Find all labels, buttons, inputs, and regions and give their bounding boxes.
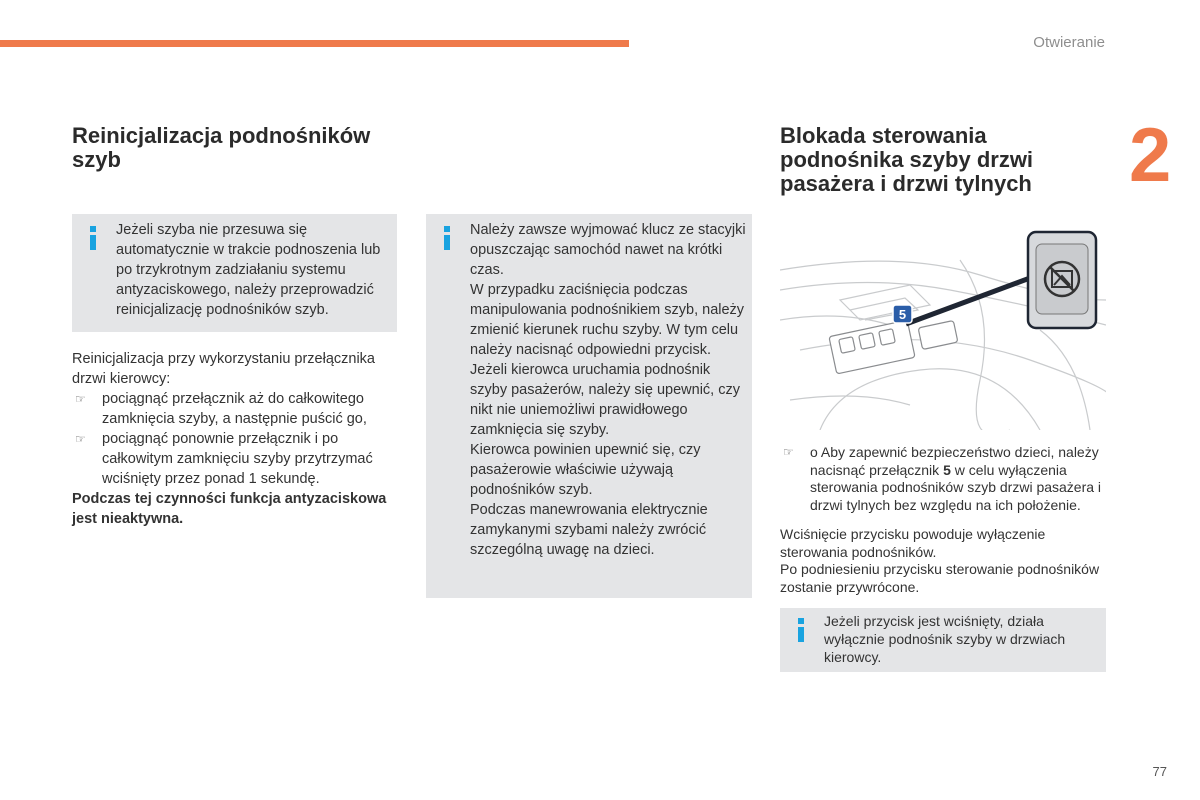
header-accent-bar <box>0 40 629 47</box>
info-line: Jeżeli kierowca uruchamia podnośnik szyby pasażerów, należy się upewnić, czy nikt nie uniemożliwi prawidłowego zamknięcia się szyby. <box>470 362 740 438</box>
page-number: 77 <box>1152 764 1167 779</box>
right-section-title: Blokada sterowania podnośnika szyby drzwi pasażera i drzwi tylnych <box>780 123 1034 196</box>
info-icon <box>442 226 452 250</box>
right-paragraph: Wciśnięcie przycisku powoduje wyłączenie sterowania podnośników. <box>780 526 1046 560</box>
pointing-hand-icon: ☞ <box>75 392 86 406</box>
right-paragraph: Po podniesieniu przycisku sterowanie podnośników zostanie przywrócone. <box>780 561 1100 595</box>
list-item-text: pociągnąć przełącznik aż do całkowitego zamknięcia szyby, a następnie puścić go, <box>102 391 367 427</box>
list-item-text: o Aby zapewnić bezpieczeństwo dzieci, należy nacisnąć przełącznik <box>810 444 1099 478</box>
info-line: W przypadku zaciśnięcia podczas manipulowania podnośnikiem szyb, należy zmienić kierunek ruchu szyby. W tym celu należy nacisnąć odpowiedni przycisk. <box>470 282 745 358</box>
info-line: Podczas manewrowania elektrycznie zamykanymi szybami należy zwrócić szczególną uwagę na dzieci. <box>470 502 708 558</box>
left-body <box>72 349 402 529</box>
left-intro: Reinicjalizacja przy wykorzystaniu przełącznika drzwi kierowcy: <box>72 351 375 387</box>
chapter-number: 2 <box>1129 113 1172 198</box>
list-item <box>780 444 1110 514</box>
pointing-hand-icon: ☞ <box>783 445 794 459</box>
info-line: Kierowca powinien upewnić się, czy pasażerowie właściwie używają podnośników szyb. <box>470 442 701 498</box>
list-item-text: w celu wyłączenia sterowania podnośników szyb drzwi pasażera i drzwi tylnych bez względu na ich położenie. <box>810 461 1102 513</box>
info-line: Należy zawsze wyjmować klucz ze stacyjki opuszczając samochód nawet na krótki czas. <box>470 222 746 278</box>
pointing-hand-icon: ☞ <box>75 432 86 446</box>
list-item <box>72 429 402 489</box>
right-info-box <box>780 608 1106 672</box>
right-body <box>780 444 1110 596</box>
middle-info-text <box>470 220 748 560</box>
left-info-text: Jeżeli szyba nie przesuwa się automatycznie w trakcie podnoszenia lub po trzykrotnym zadziałaniu systemu antyzaciskowego, należy przeprowadzić reinicjalizację podnośników szyb. <box>116 222 381 318</box>
info-icon <box>88 226 98 250</box>
left-warning: Podczas tej czynności funkcja antyzaciskowa jest nieaktywna. <box>72 491 387 527</box>
list-item <box>72 389 402 429</box>
section-label: Otwieranie <box>1033 34 1105 51</box>
info-icon <box>796 618 806 642</box>
callout-number: 5 <box>898 307 907 322</box>
list-item-bold: 5 <box>943 461 951 478</box>
right-info-text: Jeżeli przycisk jest wciśnięty, działa wyłącznie podnośnik szyby w drzwiach kierowcy. <box>824 613 1066 665</box>
door-switch-photo <box>780 230 1106 430</box>
door-panel-illustration <box>780 230 1106 430</box>
list-item-text: pociągnąć ponownie przełącznik i po całkowitym zamknięciu szyby przytrzymać wciśnięty przez ponad 1 sekundę. <box>102 431 373 487</box>
left-info-box <box>72 214 397 332</box>
left-section-title: Reinicjalizacja podnośników szyb <box>72 123 371 172</box>
middle-info-box <box>426 214 752 598</box>
